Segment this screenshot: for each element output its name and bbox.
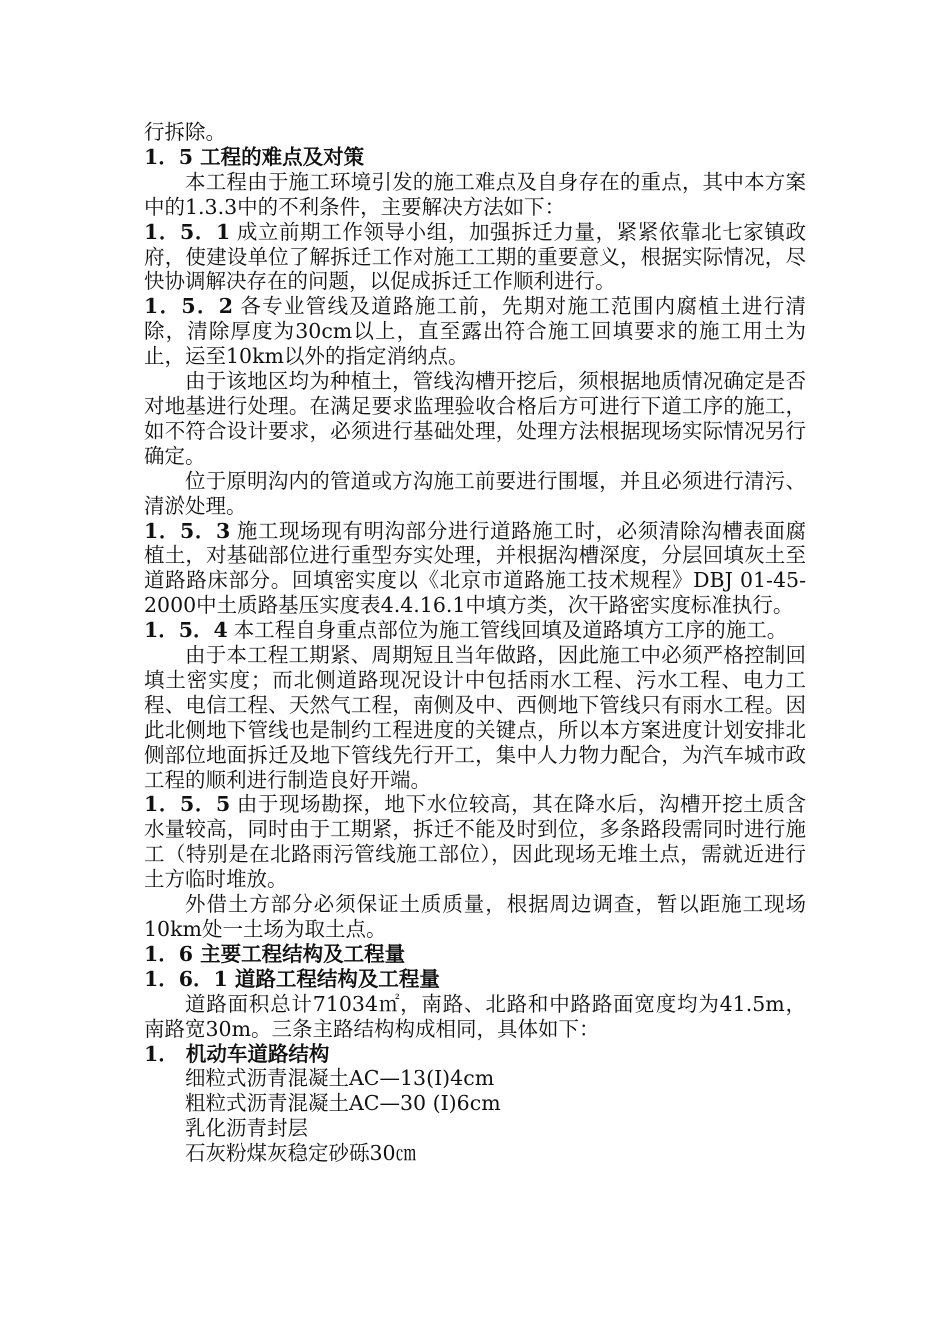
list-heading: 1． 机动车道路结构 [144, 1041, 330, 1066]
clause-text: 施工现场现有明沟部分进行道路施工时，必须清除沟槽表面腐植土，对基础部位进行重型夯实处理，并根据沟槽深度，分层回填灰土至道路路床部分。回填密实度以《北京市道路施工技术规程》DBJ 01-45-2000中土质路基压实度表4.4.16.1中填方类，次干路密实度标准执行。 [144, 518, 807, 618]
paragraph: 道路面积总计71034㎡，南路、北路和中路路面宽度均为41.5m，南路宽30m。三条主路结构构成相同，具体如下： [144, 991, 806, 1041]
paragraph: 外借土方部分必须保证土质质量，根据周边调查，暂以距施工现场10km处一土场为取土点。 [144, 892, 806, 941]
paragraph: 本工程由于施工环境引发的施工难点及自身存在的重点，其中本方案中的1.3.3中的不利条件，主要解决方法如下： [144, 169, 806, 219]
paragraph: 由于该地区均为种植土，管线沟槽开挖后，须根据地质情况确定是否对地基进行处理。在满足要求监理验收合格后方可进行下道工序的施工，如不符合设计要求，必须进行基础处理，处理方法根据现场实际情况另行确定。 [144, 369, 806, 468]
numbered-paragraph [144, 618, 806, 643]
structure-layer-item: 细粒式沥青混凝土AC—13(Ⅰ)4cm [185, 1066, 495, 1091]
numbered-paragraph [144, 294, 806, 369]
clause-text: 本工程自身重点部位为施工管线回填及道路填方工序的施工。 [233, 618, 788, 643]
numbered-paragraph [144, 519, 806, 619]
document-page [144, 120, 806, 1166]
section-heading: 1．5 工程的难点及对策 [144, 144, 365, 169]
structure-layer-item: 粗粒式沥青混凝土AC—30 (Ⅰ)6cm [185, 1091, 501, 1116]
numbered-paragraph [144, 220, 806, 295]
clause-number: 1．5．4 [144, 618, 228, 643]
clause-number: 1．5．5 [144, 792, 231, 817]
clause-number: 1．5．2 [144, 294, 234, 319]
clause-number: 1．5．3 [144, 518, 231, 543]
structure-layer-item: 石灰粉煤灰稳定砂砾30㎝ [185, 1141, 417, 1166]
clause-text: 各专业管线及道路施工前，先期对施工范围内腐植土进行清除，清除厚度为30cm以上，直至露出符合施工回填要求的施工用土为止，运至10km以外的指定消纳点。 [144, 294, 807, 369]
paragraph: 由于本工程工期紧、周期短且当年做路，因此施工中必须严格控制回填土密实度；而北侧道路现况设计中包括雨水工程、污水工程、电力工程、电信工程、天然气工程，南侧及中、西侧地下管线只有雨水工程。因此北侧地下管线也是制约工程进度的关键点，所以本方案进度计划安排北侧部位地面拆迁及地下管线先行开工，集中人力物力配合，为汽车城市政工程的顺利进行制造良好开端。 [144, 643, 806, 792]
structure-layer-item: 乳化沥青封层 [185, 1116, 308, 1141]
clause-text: 成立前期工作领导小组，加强拆迁力量，紧紧依靠北七家镇政府，使建设单位了解拆迁工作对施工工期的重要意义，根据实际情况，尽快协调解决存在的问题，以促成拆迁工作顺利进行。 [144, 219, 807, 294]
section-heading: 1．6 主要工程结构及工程量 [144, 941, 406, 966]
numbered-paragraph [144, 792, 806, 892]
clause-text: 由于现场勘探，地下水位较高，其在降水后，沟槽开挖土质含水量较高，同时由于工期紧，拆迁不能及时到位，多条路段需同时进行施工（特别是在北路雨污管线施工部位），因此现场无堆土点，需就近进行土方临时堆放。 [144, 792, 807, 892]
paragraph: 行拆除。 [144, 120, 226, 144]
subsection-heading: 1．6．1 道路工程结构及工程量 [144, 966, 440, 991]
clause-number: 1．5．1 [144, 219, 231, 244]
paragraph: 位于原明沟内的管道或方沟施工前要进行围堰，并且必须进行清污、清淤处理。 [144, 468, 806, 518]
